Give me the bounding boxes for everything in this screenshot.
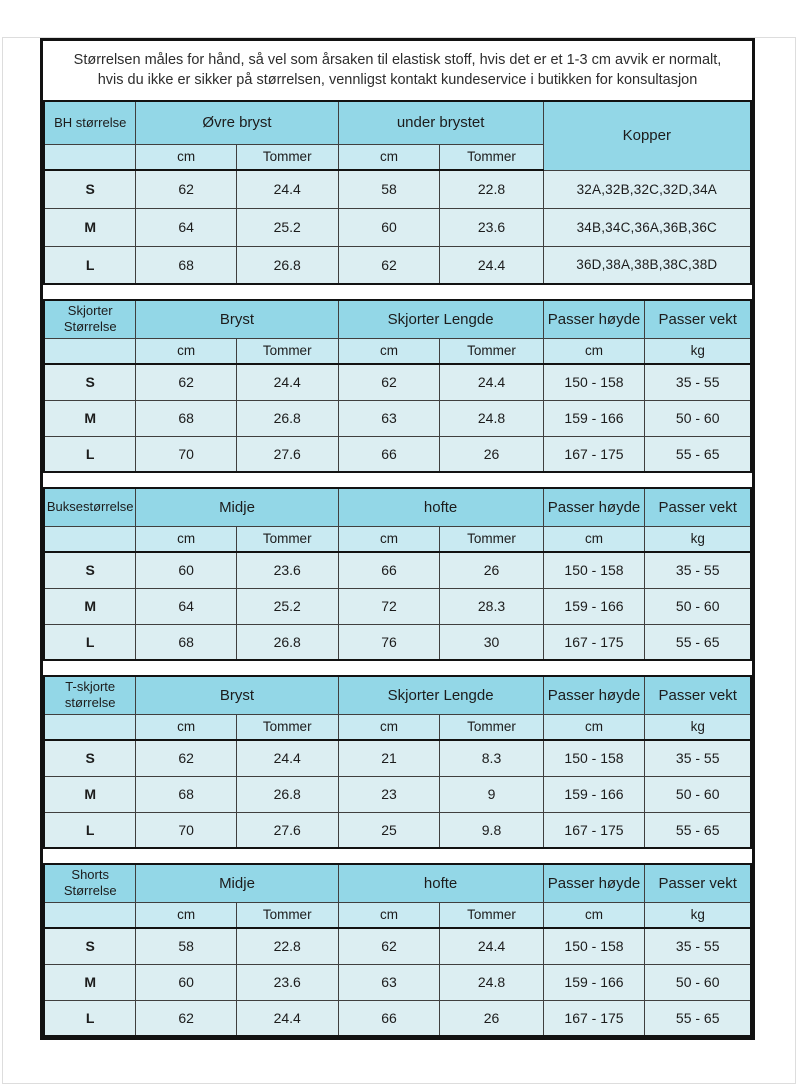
table-gap bbox=[43, 285, 752, 299]
measure-group-header: Passer høyde bbox=[543, 300, 645, 338]
value-cell: 28.3 bbox=[440, 588, 543, 624]
size-label-cell: M bbox=[44, 208, 136, 246]
table-row bbox=[44, 400, 751, 436]
value-cell: 35 - 55 bbox=[645, 928, 751, 964]
size-label-cell: S bbox=[44, 552, 136, 588]
value-cell: 23.6 bbox=[236, 552, 338, 588]
value-cell: 50 - 60 bbox=[645, 588, 751, 624]
table-gap bbox=[43, 661, 752, 675]
measure-group-header: Passer vekt bbox=[645, 300, 751, 338]
value-cell: 21 bbox=[338, 740, 440, 776]
empty-unit-cell bbox=[44, 902, 136, 928]
unit-row bbox=[44, 714, 751, 740]
value-cell: 58 bbox=[338, 170, 440, 208]
unit-cell: cm bbox=[543, 526, 645, 552]
measure-group-header: Skjorter Lengde bbox=[338, 300, 543, 338]
value-cell: 62 bbox=[338, 364, 440, 400]
empty-unit-cell bbox=[44, 144, 136, 170]
value-cell: 22.8 bbox=[236, 928, 338, 964]
value-cell: 55 - 65 bbox=[645, 1000, 751, 1036]
unit-cell: kg bbox=[645, 902, 751, 928]
size-label-cell: L bbox=[44, 246, 136, 284]
value-cell: 62 bbox=[338, 246, 440, 284]
measure-group-header: Midje bbox=[136, 864, 338, 902]
unit-cell: cm bbox=[136, 902, 236, 928]
size-label-cell: L bbox=[44, 436, 136, 472]
value-cell: 24.4 bbox=[440, 364, 543, 400]
measure-group-header: under brystet bbox=[338, 101, 543, 144]
value-cell: 167 - 175 bbox=[543, 436, 645, 472]
tables-container bbox=[43, 100, 752, 1037]
size-label-cell: M bbox=[44, 776, 136, 812]
measure-group-header: Kopper bbox=[543, 101, 751, 170]
measure-group-header: hofte bbox=[338, 864, 543, 902]
value-cell: 68 bbox=[136, 624, 236, 660]
table-row bbox=[44, 588, 751, 624]
value-cell: 68 bbox=[136, 246, 236, 284]
value-cell: 27.6 bbox=[236, 436, 338, 472]
unit-cell: cm bbox=[338, 902, 440, 928]
value-cell: 24.8 bbox=[440, 400, 543, 436]
unit-cell: kg bbox=[645, 714, 751, 740]
unit-cell: cm bbox=[136, 338, 236, 364]
table-row bbox=[44, 928, 751, 964]
value-cell: 62 bbox=[136, 740, 236, 776]
size-category-header: T-skjorte størrelse bbox=[44, 676, 136, 714]
unit-cell: Tommer bbox=[440, 144, 543, 170]
value-cell: 64 bbox=[136, 208, 236, 246]
unit-cell: Tommer bbox=[236, 144, 338, 170]
value-cell: 30 bbox=[440, 624, 543, 660]
value-cell: 35 - 55 bbox=[645, 552, 751, 588]
value-cell: 26.8 bbox=[236, 776, 338, 812]
value-cell: 58 bbox=[136, 928, 236, 964]
value-cell: 62 bbox=[136, 1000, 236, 1036]
size-label-cell: L bbox=[44, 812, 136, 848]
table-row bbox=[44, 246, 751, 284]
unit-cell: cm bbox=[543, 714, 645, 740]
value-cell: 26.8 bbox=[236, 624, 338, 660]
measure-group-header: Passer vekt bbox=[645, 488, 751, 526]
measure-group-header: Bryst bbox=[136, 676, 338, 714]
unit-cell: kg bbox=[645, 338, 751, 364]
size-label-cell: M bbox=[44, 964, 136, 1000]
table-gap bbox=[43, 473, 752, 487]
value-cell: 35 - 55 bbox=[645, 740, 751, 776]
value-cell: 26.8 bbox=[236, 400, 338, 436]
table-header-row bbox=[44, 300, 751, 338]
table-row bbox=[44, 624, 751, 660]
empty-unit-cell bbox=[44, 526, 136, 552]
value-cell: 34B,34C,36A,36B,36C bbox=[543, 208, 751, 246]
value-cell: 76 bbox=[338, 624, 440, 660]
value-cell: 66 bbox=[338, 436, 440, 472]
value-cell: 50 - 60 bbox=[645, 964, 751, 1000]
unit-cell: cm bbox=[338, 338, 440, 364]
unit-cell: Tommer bbox=[236, 338, 338, 364]
value-cell: 62 bbox=[338, 928, 440, 964]
measure-group-header: Passer høyde bbox=[543, 676, 645, 714]
measure-group-header: Passer vekt bbox=[645, 676, 751, 714]
unit-row bbox=[44, 338, 751, 364]
value-cell: 68 bbox=[136, 400, 236, 436]
size-label-cell: S bbox=[44, 364, 136, 400]
size-category-header: Skjorter Størrelse bbox=[44, 300, 136, 338]
unit-cell: cm bbox=[136, 526, 236, 552]
unit-cell: Tommer bbox=[440, 338, 543, 364]
value-cell: 63 bbox=[338, 964, 440, 1000]
size-category-header: Shorts Størrelse bbox=[44, 864, 136, 902]
unit-cell: cm bbox=[136, 714, 236, 740]
size-label-cell: L bbox=[44, 624, 136, 660]
table-header-row bbox=[44, 101, 751, 144]
value-cell: 70 bbox=[136, 812, 236, 848]
value-cell: 55 - 65 bbox=[645, 624, 751, 660]
unit-cell: cm bbox=[338, 144, 440, 170]
table-row bbox=[44, 776, 751, 812]
value-cell: 25.2 bbox=[236, 208, 338, 246]
unit-row bbox=[44, 902, 751, 928]
empty-unit-cell bbox=[44, 714, 136, 740]
value-cell: 50 - 60 bbox=[645, 400, 751, 436]
notice-text: Størrelsen måles for hånd, så vel som årsaken til elastisk stoff, hvis det er et 1-3 cm avvik er normalt, hvis du ikke er sikker på størrelsen, vennligst kontakt kundeservice i butikken for konsultasjon bbox=[73, 52, 722, 88]
table-row bbox=[44, 964, 751, 1000]
value-cell: 23.6 bbox=[236, 964, 338, 1000]
table-header-row bbox=[44, 864, 751, 902]
value-cell: 159 - 166 bbox=[543, 400, 645, 436]
value-cell: 24.4 bbox=[440, 246, 543, 284]
value-cell: 72 bbox=[338, 588, 440, 624]
value-cell: 22.8 bbox=[440, 170, 543, 208]
value-cell: 62 bbox=[136, 364, 236, 400]
unit-cell: kg bbox=[645, 526, 751, 552]
value-cell: 9 bbox=[440, 776, 543, 812]
value-cell: 26.8 bbox=[236, 246, 338, 284]
value-cell: 8.3 bbox=[440, 740, 543, 776]
table-gap bbox=[43, 849, 752, 863]
measure-group-header: Bryst bbox=[136, 300, 338, 338]
value-cell: 32A,32B,32C,32D,34A bbox=[543, 170, 751, 208]
unit-cell: Tommer bbox=[236, 714, 338, 740]
value-cell: 36D,38A,38B,38C,38D bbox=[543, 246, 751, 284]
unit-cell: cm bbox=[338, 714, 440, 740]
size-label-cell: M bbox=[44, 588, 136, 624]
size-label-cell: S bbox=[44, 740, 136, 776]
value-cell: 60 bbox=[338, 208, 440, 246]
table-header-row bbox=[44, 488, 751, 526]
value-cell: 167 - 175 bbox=[543, 1000, 645, 1036]
value-cell: 150 - 158 bbox=[543, 928, 645, 964]
measure-group-header: Midje bbox=[136, 488, 338, 526]
value-cell: 55 - 65 bbox=[645, 812, 751, 848]
measure-group-header: Passer høyde bbox=[543, 488, 645, 526]
table-row bbox=[44, 552, 751, 588]
value-cell: 26 bbox=[440, 1000, 543, 1036]
size-label-cell: L bbox=[44, 1000, 136, 1036]
value-cell: 24.4 bbox=[236, 740, 338, 776]
unit-cell: cm bbox=[543, 902, 645, 928]
unit-row bbox=[44, 526, 751, 552]
unit-cell: Tommer bbox=[440, 526, 543, 552]
value-cell: 150 - 158 bbox=[543, 364, 645, 400]
size-label-cell: S bbox=[44, 170, 136, 208]
size-table-4 bbox=[43, 675, 752, 849]
value-cell: 55 - 65 bbox=[645, 436, 751, 472]
value-cell: 23.6 bbox=[440, 208, 543, 246]
value-cell: 70 bbox=[136, 436, 236, 472]
value-cell: 24.4 bbox=[236, 170, 338, 208]
size-label-cell: M bbox=[44, 400, 136, 436]
value-cell: 24.4 bbox=[236, 1000, 338, 1036]
measure-group-header: Passer vekt bbox=[645, 864, 751, 902]
size-table-2 bbox=[43, 299, 752, 473]
size-chart-frame bbox=[40, 38, 755, 1040]
value-cell: 167 - 175 bbox=[543, 624, 645, 660]
unit-cell: cm bbox=[543, 338, 645, 364]
value-cell: 159 - 166 bbox=[543, 776, 645, 812]
value-cell: 68 bbox=[136, 776, 236, 812]
table-row bbox=[44, 812, 751, 848]
table-row bbox=[44, 208, 751, 246]
value-cell: 63 bbox=[338, 400, 440, 436]
unit-cell: Tommer bbox=[440, 714, 543, 740]
measure-group-header: hofte bbox=[338, 488, 543, 526]
size-table-5 bbox=[43, 863, 752, 1037]
table-row bbox=[44, 170, 751, 208]
value-cell: 60 bbox=[136, 552, 236, 588]
unit-cell: Tommer bbox=[440, 902, 543, 928]
value-cell: 23 bbox=[338, 776, 440, 812]
value-cell: 62 bbox=[136, 170, 236, 208]
value-cell: 26 bbox=[440, 552, 543, 588]
value-cell: 66 bbox=[338, 552, 440, 588]
value-cell: 159 - 166 bbox=[543, 964, 645, 1000]
size-table-1 bbox=[43, 100, 752, 285]
size-category-header: BH størrelse bbox=[44, 101, 136, 144]
value-cell: 150 - 158 bbox=[543, 740, 645, 776]
value-cell: 159 - 166 bbox=[543, 588, 645, 624]
table-row bbox=[44, 1000, 751, 1036]
size-table-3 bbox=[43, 487, 752, 661]
unit-cell: cm bbox=[136, 144, 236, 170]
value-cell: 25.2 bbox=[236, 588, 338, 624]
unit-cell: cm bbox=[338, 526, 440, 552]
value-cell: 50 - 60 bbox=[645, 776, 751, 812]
value-cell: 24.4 bbox=[440, 928, 543, 964]
value-cell: 150 - 158 bbox=[543, 552, 645, 588]
unit-cell: Tommer bbox=[236, 526, 338, 552]
value-cell: 66 bbox=[338, 1000, 440, 1036]
value-cell: 26 bbox=[440, 436, 543, 472]
empty-unit-cell bbox=[44, 338, 136, 364]
table-row bbox=[44, 436, 751, 472]
value-cell: 24.4 bbox=[236, 364, 338, 400]
value-cell: 35 - 55 bbox=[645, 364, 751, 400]
value-cell: 60 bbox=[136, 964, 236, 1000]
value-cell: 25 bbox=[338, 812, 440, 848]
table-header-row bbox=[44, 676, 751, 714]
size-category-header: Buksestørrelse bbox=[44, 488, 136, 526]
value-cell: 27.6 bbox=[236, 812, 338, 848]
value-cell: 64 bbox=[136, 588, 236, 624]
table-row bbox=[44, 364, 751, 400]
measure-group-header: Passer høyde bbox=[543, 864, 645, 902]
table-row bbox=[44, 740, 751, 776]
value-cell: 24.8 bbox=[440, 964, 543, 1000]
value-cell: 167 - 175 bbox=[543, 812, 645, 848]
size-label-cell: S bbox=[44, 928, 136, 964]
measure-group-header: Skjorter Lengde bbox=[338, 676, 543, 714]
value-cell: 9.8 bbox=[440, 812, 543, 848]
unit-cell: Tommer bbox=[236, 902, 338, 928]
measure-group-header: Øvre bryst bbox=[136, 101, 338, 144]
